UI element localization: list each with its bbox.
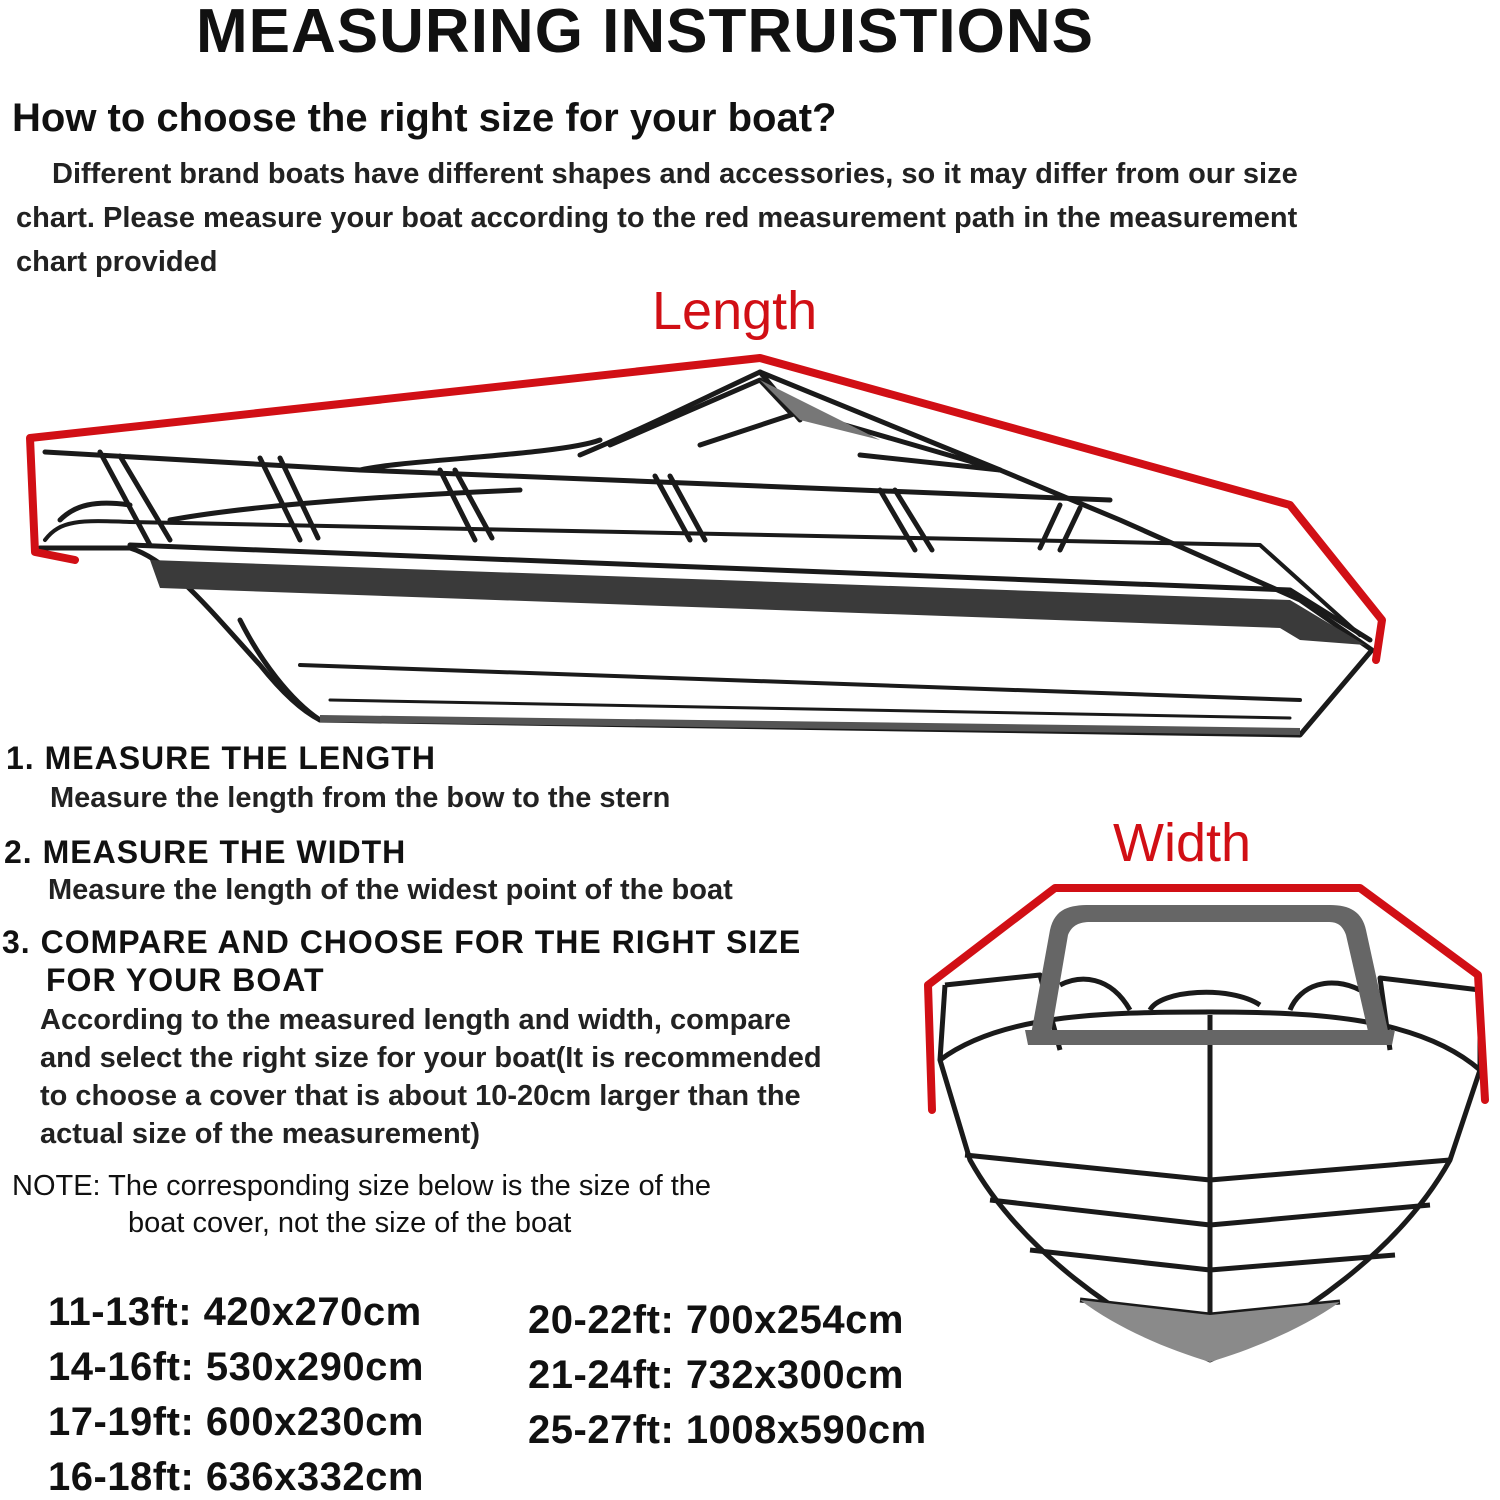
step-3-heading: 3. COMPARE AND CHOOSE FOR THE RIGHT SIZE (2, 924, 802, 960)
size-item: 17-19ft: 600x230cm (48, 1400, 424, 1444)
step-3-heading-cont: FOR YOUR BOAT (46, 962, 325, 998)
size-item: 11-13ft: 420x270cm (48, 1290, 422, 1334)
intro-line: Different brand boats have different shapes and accessories, so it may differ from our size (52, 158, 1298, 190)
width-label: Width (1113, 813, 1252, 873)
step-2-heading: 2. MEASURE THE WIDTH (4, 834, 407, 870)
boat-side-view-illustration (0, 340, 1420, 750)
size-item: 14-16ft: 530x290cm (48, 1345, 424, 1389)
step-3-text: According to the measured length and width, compare (40, 1004, 791, 1036)
page-subtitle: How to choose the right size for your boat? (12, 96, 837, 140)
note-line: boat cover, not the size of the boat (128, 1207, 572, 1239)
step-1-text: Measure the length from the bow to the stern (50, 782, 671, 814)
size-item: 16-18ft: 636x332cm (48, 1455, 424, 1499)
size-item: 25-27ft: 1008x590cm (528, 1408, 927, 1452)
intro-line: chart provided (16, 246, 218, 278)
step-3-text: to choose a cover that is about 10-20cm larger than the (40, 1080, 801, 1112)
size-item: 20-22ft: 700x254cm (528, 1298, 904, 1342)
step-3-text: and select the right size for your boat(It is recommended (40, 1042, 822, 1074)
length-label: Length (652, 281, 818, 341)
note-line: NOTE: The corresponding size below is the size of the (12, 1170, 712, 1202)
intro-line: chart. Please measure your boat according to the red measurement path in the measurement (16, 202, 1298, 234)
step-2-text: Measure the length of the widest point of the boat (48, 874, 733, 906)
step-3-text: actual size of the measurement) (40, 1118, 480, 1150)
page-title: MEASURING INSTRUISTIONS (196, 0, 1094, 66)
size-item: 21-24ft: 732x300cm (528, 1353, 904, 1397)
boat-front-view-illustration (900, 860, 1500, 1380)
step-1-heading: 1. MEASURE THE LENGTH (6, 740, 436, 776)
